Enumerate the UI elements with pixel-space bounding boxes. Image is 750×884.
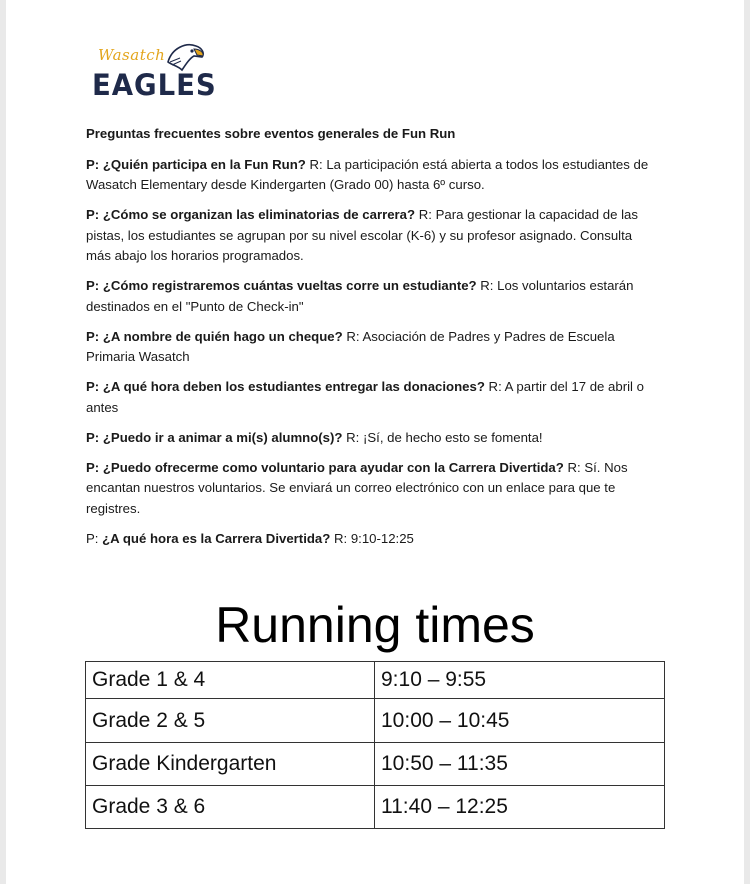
table-row <box>86 743 665 786</box>
faq-title: Preguntas frecuentes sobre eventos generales de Fun Run <box>86 126 456 141</box>
faq-answer: R: ¡Sí, de hecho esto se fomenta! <box>342 429 543 445</box>
faq-question: ¿A qué hora es la Carrera Divertida? <box>102 530 331 546</box>
faq-question: P: ¿A qué hora deben los estudiantes entregar las donaciones? <box>86 379 485 394</box>
faq-item <box>86 428 656 449</box>
logo-eagles-text: EAGLES <box>92 68 217 102</box>
table-row <box>86 662 665 699</box>
faq-item <box>86 377 656 418</box>
faq-item <box>86 276 656 317</box>
faq-question: P: ¿Puedo ir a animar a mi(s) alumno(s)? <box>86 429 343 445</box>
running-times-title: Running times <box>215 597 535 653</box>
faq-question: P: ¿Cómo registraremos cuántas vueltas corre un estudiante? <box>86 278 477 293</box>
faq-answer: R: A partir del 17 de abril o antes <box>86 379 644 415</box>
faq-answer: R: Asociación de Padres y Padres de Escuela Primaria Wasatch <box>86 328 615 364</box>
time-cell: 10:00 – 10:45 <box>375 699 665 743</box>
grade-cell: Grade 3 & 6 <box>86 786 375 829</box>
faq-item <box>86 458 656 520</box>
table-row <box>86 699 665 743</box>
time-cell: 9:10 – 9:55 <box>375 662 665 699</box>
faq-question: P: ¿Cómo se organizan las eliminatorias de carrera? <box>86 207 416 222</box>
grade-cell: Grade Kindergarten <box>86 743 375 786</box>
wasatch-eagles-logo <box>92 40 217 102</box>
time-cell: 11:40 – 12:25 <box>375 786 665 829</box>
faq-question: P: ¿Puedo ofrecerme como voluntario para ayudar con la Carrera Divertida? <box>86 459 564 475</box>
faq-answer: R: Sí. Nos encantan nuestros voluntarios. Se enviará un correo electrónico con un enlace para que te registres. <box>86 459 628 516</box>
table-row <box>86 786 665 829</box>
faq-answer: R: 9:10-12:25 <box>330 530 414 546</box>
faq-item <box>86 155 656 196</box>
faq-item <box>86 205 656 267</box>
faq-section <box>86 124 656 559</box>
faq-question: P: ¿A nombre de quién hago un cheque? <box>86 328 343 344</box>
logo-script-text: Wasatch <box>98 46 166 64</box>
time-cell: 10:50 – 11:35 <box>375 743 665 786</box>
faq-prefix: P: <box>86 530 103 546</box>
faq-item-last <box>86 529 656 550</box>
grade-cell: Grade 1 & 4 <box>86 662 375 699</box>
faq-answer: R: Para gestionar la capacidad de las pistas, los estudiantes se agrupan por su nivel escolar (K-6) y su profesor asignado. Consulta más abajo los horarios programados. <box>86 207 638 263</box>
faq-item <box>86 327 656 368</box>
grade-cell: Grade 2 & 5 <box>86 699 375 743</box>
running-times-table <box>85 661 665 829</box>
faq-answer: R: La participación está abierta a todos los estudiantes de Wasatch Elementary desde Kindergarten (Grado 00) hasta 6º curso. <box>86 156 649 192</box>
faq-question: P: ¿Quién participa en la Fun Run? <box>86 156 306 172</box>
faq-answer: R: Los voluntarios estarán destinados en el "Punto de Check-in" <box>86 278 634 314</box>
